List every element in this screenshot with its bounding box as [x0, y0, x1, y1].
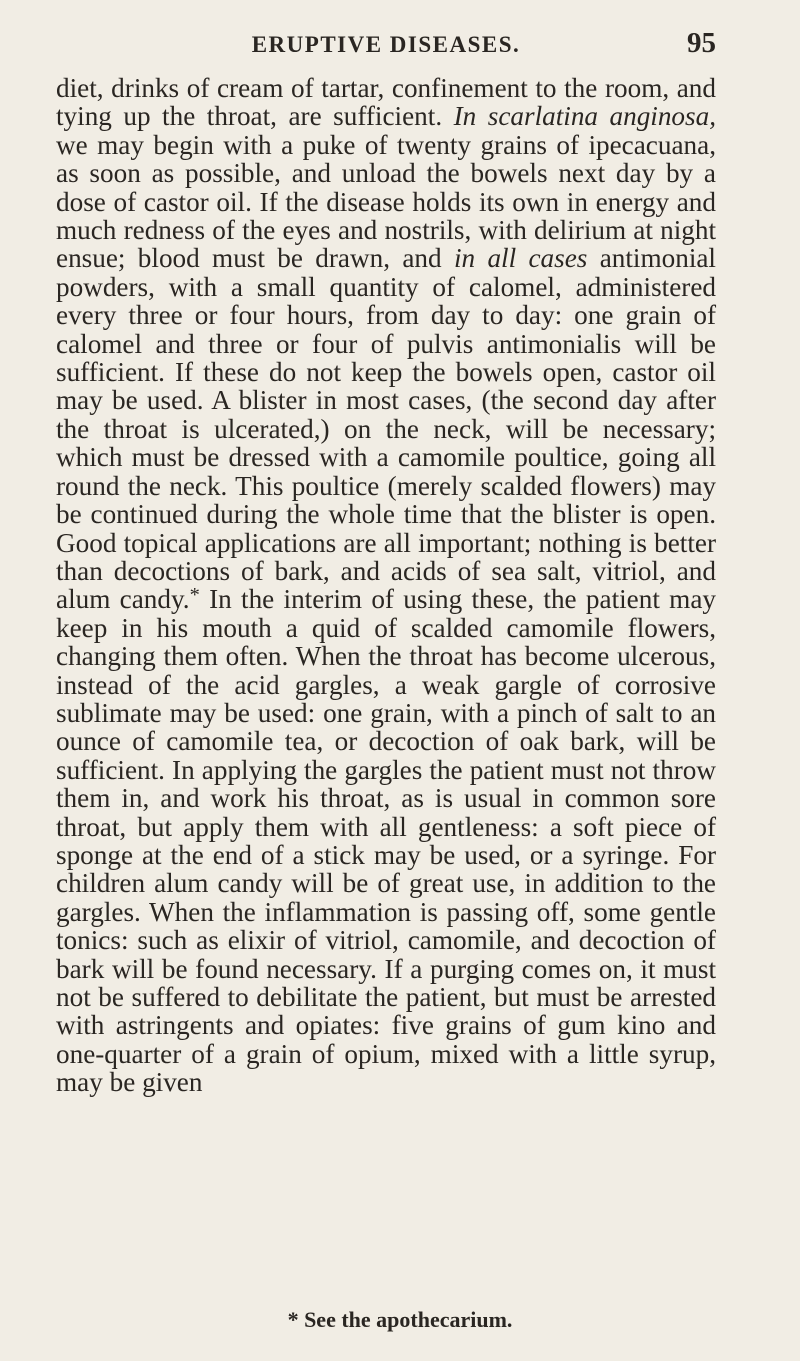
italic-phrase-in-all-cases: in all cases: [453, 243, 588, 274]
text-segment: antimonial powders, with a small quantity of calomel, administered every three or four hours, from day to day: one grain of calomel and three or four of pulvis antimonialis will be sufficient. If these do not keep the bowels open, castor oil may be used. A blister in most cases, (the second day after the throat is ulcerated,) on the neck, will be necessary; which must be dressed with a camomile poultice, going all round the neck. This poultice (merely scalded flowers) may be continued during the whole time that the blister is open. Good topical applications are all important; nothing is better than decoctions of bark, and acids of sea salt, vitriol, and alum candy.: [56, 243, 716, 615]
text-segment: In the interim of using these, the patient may keep in his mouth a quid of scalded camomile flowers, changing them often. When the throat has become ulcerous, instead of the acid gargles, a weak gargle of corrosive sublimate may be used: one grain, with a pinch of salt to an ounce of camomile tea, or decoction of oak bark, will be sufficient. In applying the gargles the patient must not throw them in, and work his throat, as is usual in common sore throat, but apply them with all gentleness: a soft piece of sponge at the end of a stick may be used, or a syringe. For children alum candy will be of great use, in addition to the gargles. When the inflammation is passing off, some gentle tonics: such as elixir of vitriol, camomile, and decoction of bark will be found necessary. If a purging comes on, it must not be suffered to debilitate the patient, but must be arrested with astringents and opiates: five grains of gum kino and one-quarter of a grain of opium, mixed with a little syrup, may be given: [56, 584, 716, 1098]
italic-term-scarlatina-anginosa: In scarlatina anginosa,: [453, 101, 716, 132]
footnote-reference: *: [189, 584, 200, 607]
text-segment: diet, drinks of cream of tartar, confinement to the room, and tying up the throat, are sufficient.: [56, 73, 716, 132]
body-paragraph: [56, 74, 716, 1097]
page-number: 95: [687, 27, 716, 59]
footnote: * See the apothecarium.: [287, 1307, 513, 1332]
text-segment: we may begin with a puke of twenty grains of ipecacuana, as soon as possible, and unload the bowels next day by a dose of castor oil. If the disease holds its own in energy and much redness of the eyes and nostrils, with delirium at night ensue; blood must be drawn, and: [56, 129, 716, 274]
running-head: [56, 27, 716, 70]
running-title: ERUPTIVE DISEASES.: [251, 32, 521, 57]
